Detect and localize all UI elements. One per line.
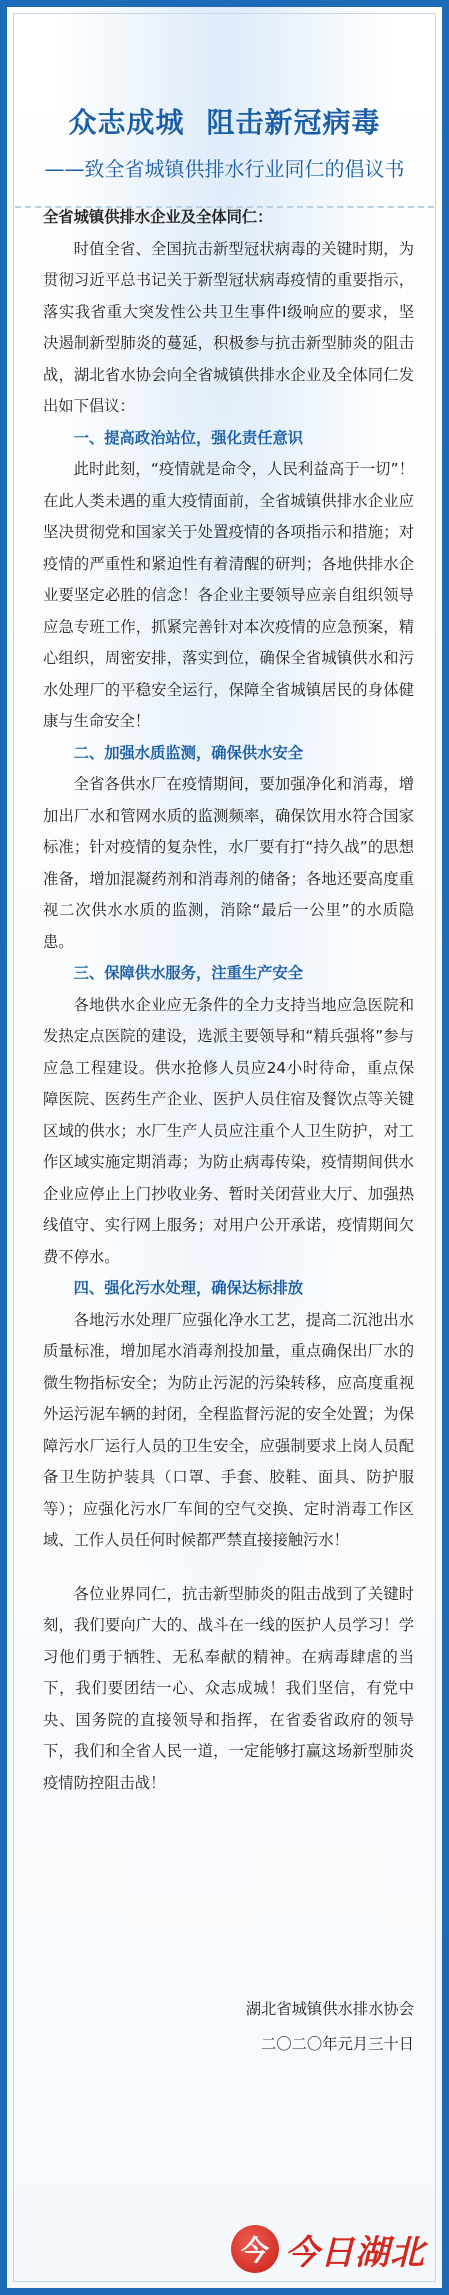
section-heading-2: 二、加强水质监测，确保供水安全 [73, 743, 304, 762]
signature-date: 二〇二〇年元月三十日 [261, 2035, 414, 2053]
intro-paragraph: 时值全省、全国抗击新型冠状病毒的关键时期，为贯彻习近平总书记关于新型冠状病毒疫情的重要指示，落实我省重大突发性公共卫生事件I级响应的要求，坚决遏制新型肺炎的蔓延，积极参与抗击新型肺炎的阻击战，湖北省水协会向全省城镇供排水企业及全体同仁发出如下倡议： [43, 239, 414, 415]
letter-body [43, 202, 414, 1799]
section-heading-3: 三、保障供水服务，注重生产安全 [73, 964, 304, 982]
main-title [7, 101, 442, 141]
main-title-right: 阻击新冠病毒 [206, 106, 381, 139]
signature-block [246, 1992, 414, 2062]
subtitle: ——致全省城镇供排水行业同仁的倡议书 [44, 157, 405, 181]
salutation: 全省城镇供排水企业及全体同仁： [43, 208, 273, 226]
signature-org: 湖北省城镇供水排水协会 [245, 2000, 414, 2018]
closing-paragraph: 各位业界同仁，抗击新型肺炎的阻击战到了关键时刻，我们要向广大的、战斗在一线的医护人员学习！学习他们勇于牺牲、无私奉献的精神。在病毒肆虐的当下，我们要团结一心、众志成城！我们坚信，有党中央、国务院的直接领导和指挥，在省委省政府的领导下，我们和全省人民一道，一定能够打赢这场新型肺炎疫情防控阻击战！ [43, 1584, 414, 1792]
section-heading-4: 四、强化污水处理，确保达标排放 [73, 1279, 304, 1297]
section-body-4: 各地污水处理厂应强化净水工艺，提高二沉池出水质量标准，增加尾水消毒剂投加量，重点确保出厂水的微生物指标安全；为防止污泥的污染转移，应高度重视外运污泥车辆的封闭，全程监督污泥的安全处置；为保障污水厂运行人员的卫生安全，应强制要求上岗人员配备卫生防护装具（口罩、手套、胶鞋、面具、防护服等）；应强化污水厂车间的空气交换、定时消毒工作区域、工作人员任何时候都严禁直接接触污水！ [43, 1310, 414, 1549]
section-body-3: 各地供水企业应无条件的全力支持当地应急医院和发热定点医院的建设，选派主要领导和“精兵强将”参与应急工程建设。供水抢修人员应24小时待命，重点保障医院、医药生产企业、医护人员住宿及餐饮点等关键区域的供水；水厂生产人员应注重个人卫生防护，对工作区域实施定期消毒；为防止病毒传染，疫情期间供水企业应停止上门抄收业务、暂时关闭营业大厅、加强热线值守、实行网上服务；对用户公开承诺，疫情期间欠费不停水。 [43, 995, 414, 1266]
section-body-1: 此时此刻，“疫情就是命令，人民利益高于一切”！在此人类未遇的重大疫情面前，全省城镇供排水企业应坚决贯彻党和国家关于处置疫情的各项指示和措施；对疫情的严重性和紧迫性有着清醒的研判；各地供排水企业要坚定必胜的信念！各企业主要领导应亲自组织领导应急专班工作，抓紧完善针对本次疫情的应急预案，精心组织，周密安排，落实到位，确保全省城镇供水和污水处理厂的平稳安全运行，保障全省城镇居民的身体健康与生命安全！ [43, 460, 414, 730]
document-header [7, 7, 442, 208]
brand-logo [231, 2219, 425, 2279]
section-heading-1: 一、提高政治站位，强化责任意识 [73, 428, 304, 447]
logo-mark-icon: 今 [231, 2225, 279, 2273]
main-title-left: 众志成城 [68, 106, 185, 139]
logo-wordmark: 今日湖北 [285, 2232, 425, 2273]
section-body-2: 全省各供水厂在疫情期间，要加强净化和消毒，增加出厂水和管网水质的监测频率，确保饮用水符合国家标准；针对疫情的复杂性，水厂要有打“持久战”的思想准备，增加混凝药剂和消毒剂的储备；各地还要高度重视二次供水水质的监测，消除“最后一公里”的水质隐患。 [43, 775, 414, 951]
